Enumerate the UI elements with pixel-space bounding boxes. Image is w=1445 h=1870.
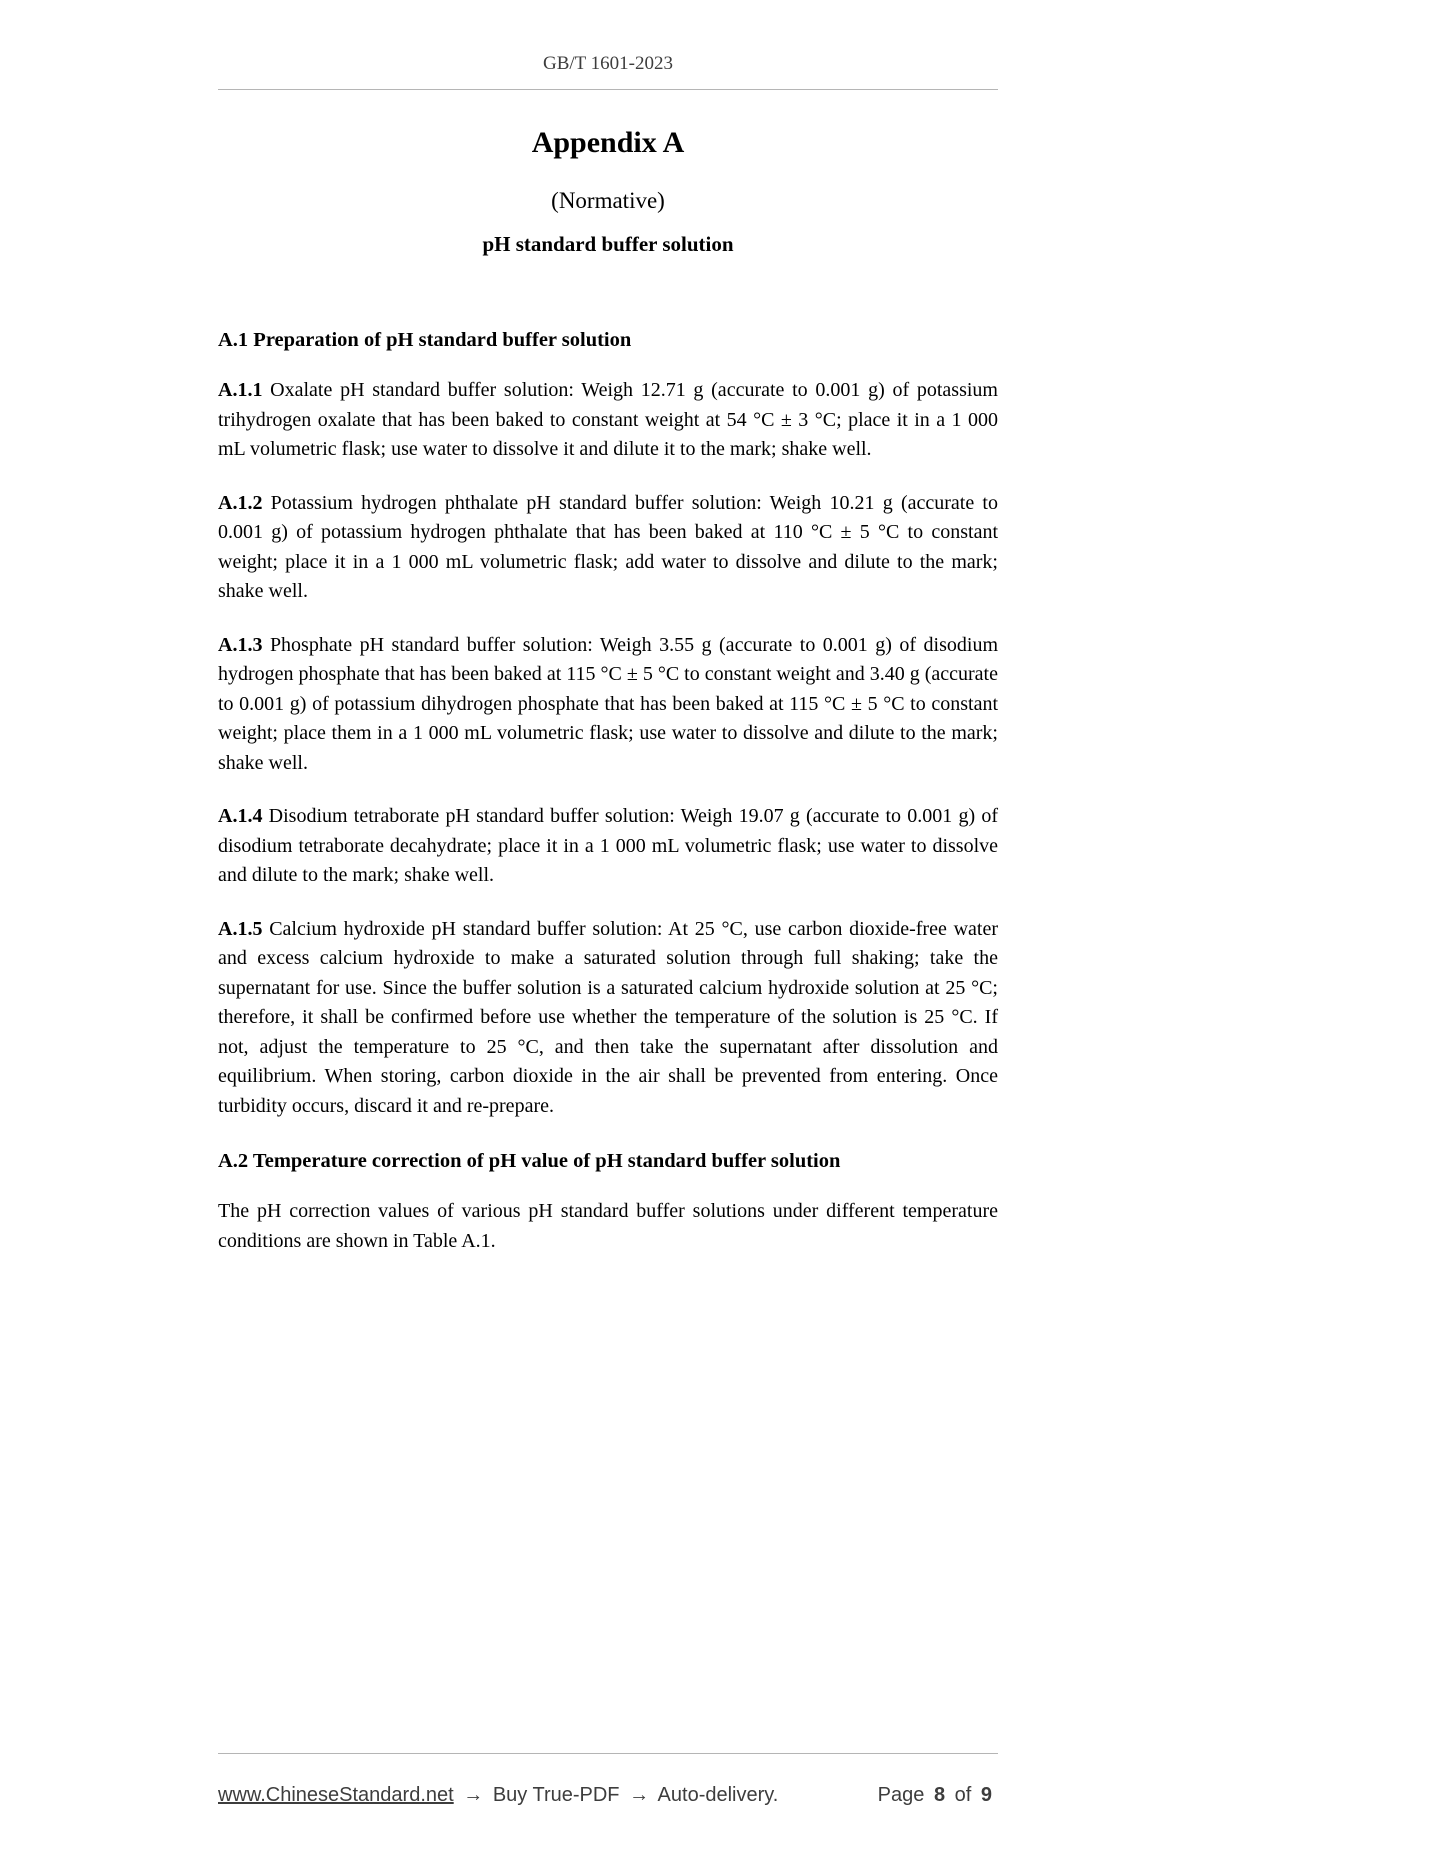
buy-true-pdf-text: Buy True-PDF: [492, 1784, 620, 1806]
paragraph-a2-intro: [218, 1197, 998, 1256]
paragraph-a1-5: [218, 915, 998, 1122]
paragraph-a1-3-text: Phosphate pH standard buffer solution: Weigh 3.55 g (accurate to 0.001 g) of disodium hydrogen phosphate that has been baked at 115 °C ± 5 °C to constant weight and 3.40 g (accurate to 0.001 g) of potassium dihydrogen phosphate that has been baked at 115 °C ± 5 °C to constant weight; place them in a 1 000 mL volumetric flask; use water to dissolve and dilute to the mark; shake well.: [218, 633, 999, 774]
page-indicator: [876, 1782, 994, 1808]
chinesestandard-link[interactable]: www.ChineseStandard.net: [218, 1784, 454, 1806]
auto-delivery-text: Auto-delivery.: [657, 1784, 779, 1806]
arrow-icon: →: [629, 1784, 650, 1806]
footer-branding: [218, 1782, 778, 1808]
paragraph-a1-1: [218, 376, 998, 465]
header-divider: [218, 89, 998, 90]
paragraph-a1-3: [218, 631, 998, 779]
page-label: Page: [877, 1784, 925, 1806]
page-of-label: of: [954, 1784, 972, 1806]
page-total: 9: [980, 1784, 992, 1806]
content-column: [218, 0, 998, 1870]
paragraph-a1-2-text: Potassium hydrogen phthalate pH standard buffer solution: Weigh 10.21 g (accurate to 0.001 g) of potassium hydrogen phthalate that has been baked at 110 °C ± 5 °C to constant weight; place it in a 1 000 mL volumetric flask; add water to dissolve and dilute to the mark; shake well.: [218, 491, 998, 602]
paragraph-a1-2-label: A.1.2: [218, 491, 263, 514]
normative-label: (Normative): [551, 188, 665, 213]
doc-title: pH standard buffer solution: [482, 232, 734, 256]
section-a1-heading: A.1 Preparation of pH standard buffer solution: [218, 329, 632, 351]
footer-divider: [218, 1753, 998, 1754]
paragraph-a1-3-label: A.1.3: [218, 633, 263, 656]
paragraph-a1-5-label: A.1.5: [218, 917, 263, 940]
page-footer: [218, 1782, 994, 1808]
page-number: 8: [933, 1784, 946, 1806]
arrow-icon: →: [463, 1784, 484, 1806]
section-a2-heading: A.2 Temperature correction of pH value of pH standard buffer solution: [218, 1150, 841, 1172]
paragraph-a1-1-label: A.1.1: [218, 379, 263, 401]
paragraph-a1-4-text: Disodium tetraborate pH standard buffer solution: Weigh 19.07 g (accurate to 0.001 g) of disodium tetraborate decahydrate; place it in a 1 000 mL volumetric flask; use water to dissolve and dilute to the mark; shake well.: [218, 805, 998, 886]
paragraph-a1-4-label: A.1.4: [218, 805, 263, 827]
paragraph-a2-intro-text: The pH correction values of various pH standard buffer solutions under different temperature conditions are shown in Table A.1.: [218, 1200, 998, 1252]
appendix-title: Appendix A: [531, 126, 685, 159]
paragraph-a1-2: [218, 489, 998, 607]
paragraph-a1-1-text: Oxalate pH standard buffer solution: Weigh 12.71 g (accurate to 0.001 g) of potassium trihydrogen oxalate that has been baked to constant weight at 54 °C ± 3 °C; place it in a 1 000 mL volumetric flask; use water to dissolve it and dilute it to the mark; shake well.: [218, 379, 998, 460]
doc-number: GB/T 1601-2023: [542, 53, 673, 74]
paragraph-a1-5-text: Calcium hydroxide pH standard buffer solution: At 25 °C, use carbon dioxide-free water and excess calcium hydroxide to make a saturated solution through full shaking; take the supernatant for use. Since the buffer solution is a saturated calcium hydroxide solution at 25 °C; therefore, it shall be confirmed before use whether the temperature of the solution is 25 °C. If not, adjust the temperature to 25 °C, and then take the supernatant after dissolution and equilibrium. When storing, carbon dioxide in the air shall be prevented from entering. Once turbidity occurs, discard it and re-prepare.: [218, 917, 998, 1117]
paragraph-a1-4: [218, 802, 998, 891]
